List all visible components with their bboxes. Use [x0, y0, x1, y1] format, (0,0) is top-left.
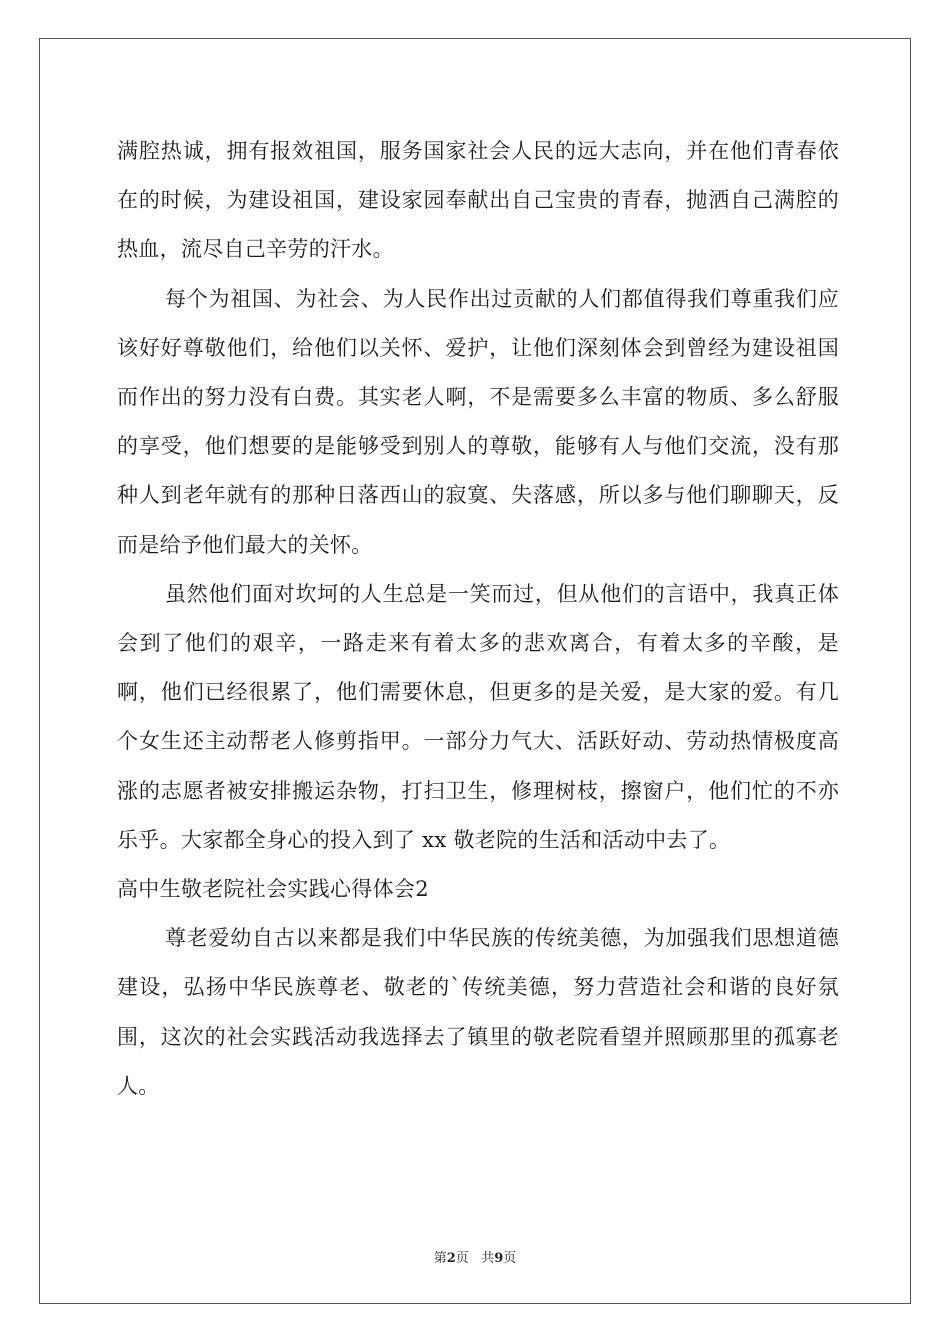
paragraph: 虽然他们面对坎坷的人生总是一笑而过，但从他们的言语中，我真正体会到了他们的艰辛，一路走来有着太多的悲欢离合，有着太多的辛酸，是啊，他们已经很累了，他们需要休息，但更多的是关爱，是大家的爱。有几个女生还主动帮老人修剪指甲。一部分力气大、活跃好动、劳动热情极度高涨的志愿者被安排搬运杂物，打扫卫生，修理树枝，擦窗户，他们忙的不亦乐乎。大家都全身心的投入到了 xx 敬老院的生活和活动中去了。	[117, 581, 839, 852]
current-page-number: 2	[446, 1251, 456, 1266]
total-page-count: 9	[494, 1251, 504, 1266]
paragraph-continued: 满腔热诚，拥有报效祖国，服务国家社会人民的远大志向，并在他们青春依在的时候，为建设祖国，建设家园奉献出自己宝贵的青春，抛洒自己满腔的热血，流尽自己辛劳的汗水。	[117, 139, 839, 262]
footer-total-suffix: 页	[503, 1251, 517, 1266]
section-heading: 高中生敬老院社会实践心得体会2	[117, 877, 429, 902]
paragraph: 尊老爱幼自古以来都是我们中华民族的传统美德，为加强我们思想道德建设，弘扬中华民族尊老、敬老的`传统美德，努力营造社会和谐的良好氛围，这次的社会实践活动我选择去了镇里的敬老院看望并照顾那里的孤寡老人。	[117, 926, 839, 1098]
page-footer	[0, 1247, 950, 1266]
footer-total-prefix: 共	[481, 1251, 495, 1266]
paragraph: 每个为祖国、为社会、为人民作出过贡献的人们都值得我们尊重我们应该好好尊敬他们，给他们以关怀、爱护，让他们深刻体会到曾经为建设祖国而作出的努力没有白费。其实老人啊，不是需要多么丰富的物质、多么舒服的享受，他们想要的是能够受到别人的尊敬，能够有人与他们交流，没有那种人到老年就有的那种日落西山的寂寞、失落感，所以多与他们聊聊天，反而是给予他们最大的关怀。	[117, 286, 839, 557]
document-body	[117, 127, 839, 1111]
footer-page-suffix: 页	[455, 1251, 469, 1266]
footer-prefix: 第	[433, 1251, 447, 1266]
